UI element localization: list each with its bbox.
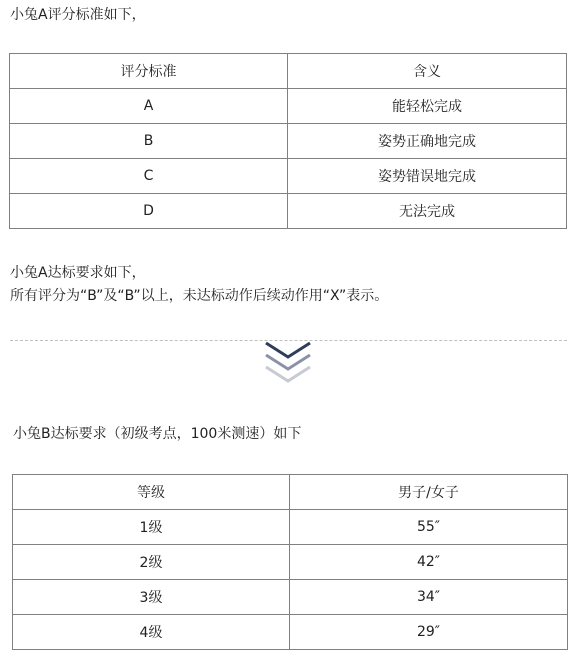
table-row bbox=[10, 89, 567, 124]
table-cell: D bbox=[10, 194, 288, 229]
table-cell: 55″ bbox=[289, 510, 567, 545]
table-cell: 2级 bbox=[13, 545, 290, 580]
table-cell: 3级 bbox=[13, 580, 290, 615]
table-header-cell: 等级 bbox=[13, 475, 290, 510]
table-row bbox=[10, 194, 567, 229]
table-cell: 能轻松完成 bbox=[288, 89, 567, 124]
table-cell: 4级 bbox=[13, 615, 290, 650]
table-header-cell: 评分标准 bbox=[10, 54, 288, 89]
table-row bbox=[13, 580, 568, 615]
table-cell: 1级 bbox=[13, 510, 290, 545]
grading-criteria-table bbox=[9, 53, 567, 229]
table-cell: 姿势错误地完成 bbox=[288, 159, 567, 194]
table-cell: 34″ bbox=[289, 580, 567, 615]
table-cell: C bbox=[10, 159, 288, 194]
table-header-row bbox=[13, 475, 568, 510]
table-row bbox=[10, 159, 567, 194]
table-row bbox=[13, 545, 568, 580]
table-header-cell: 男子/女子 bbox=[289, 475, 567, 510]
table-cell: A bbox=[10, 89, 288, 124]
table-header-cell: 含义 bbox=[288, 54, 567, 89]
table-cell: 29″ bbox=[289, 615, 567, 650]
table-cell: 42″ bbox=[289, 545, 567, 580]
table-cell: 姿势正确地完成 bbox=[288, 124, 567, 159]
section-a-intro: 小兔A评分标准如下， bbox=[10, 7, 146, 23]
section-b-intro: 小兔B达标要求（初级考点，100米测速）如下 bbox=[13, 426, 302, 442]
table-row bbox=[13, 510, 568, 545]
chevron-down-icon bbox=[263, 340, 313, 392]
table-row bbox=[13, 615, 568, 650]
table-row bbox=[10, 124, 567, 159]
level-requirements-table bbox=[12, 474, 568, 650]
section-a-requirement-detail: 所有评分为“B”及“B”以上，未达标动作后续动作用“X”表示。 bbox=[10, 288, 389, 304]
table-cell: 无法完成 bbox=[288, 194, 567, 229]
table-header-row bbox=[10, 54, 567, 89]
table-cell: B bbox=[10, 124, 288, 159]
section-a-requirement-title: 小兔A达标要求如下， bbox=[10, 265, 146, 281]
